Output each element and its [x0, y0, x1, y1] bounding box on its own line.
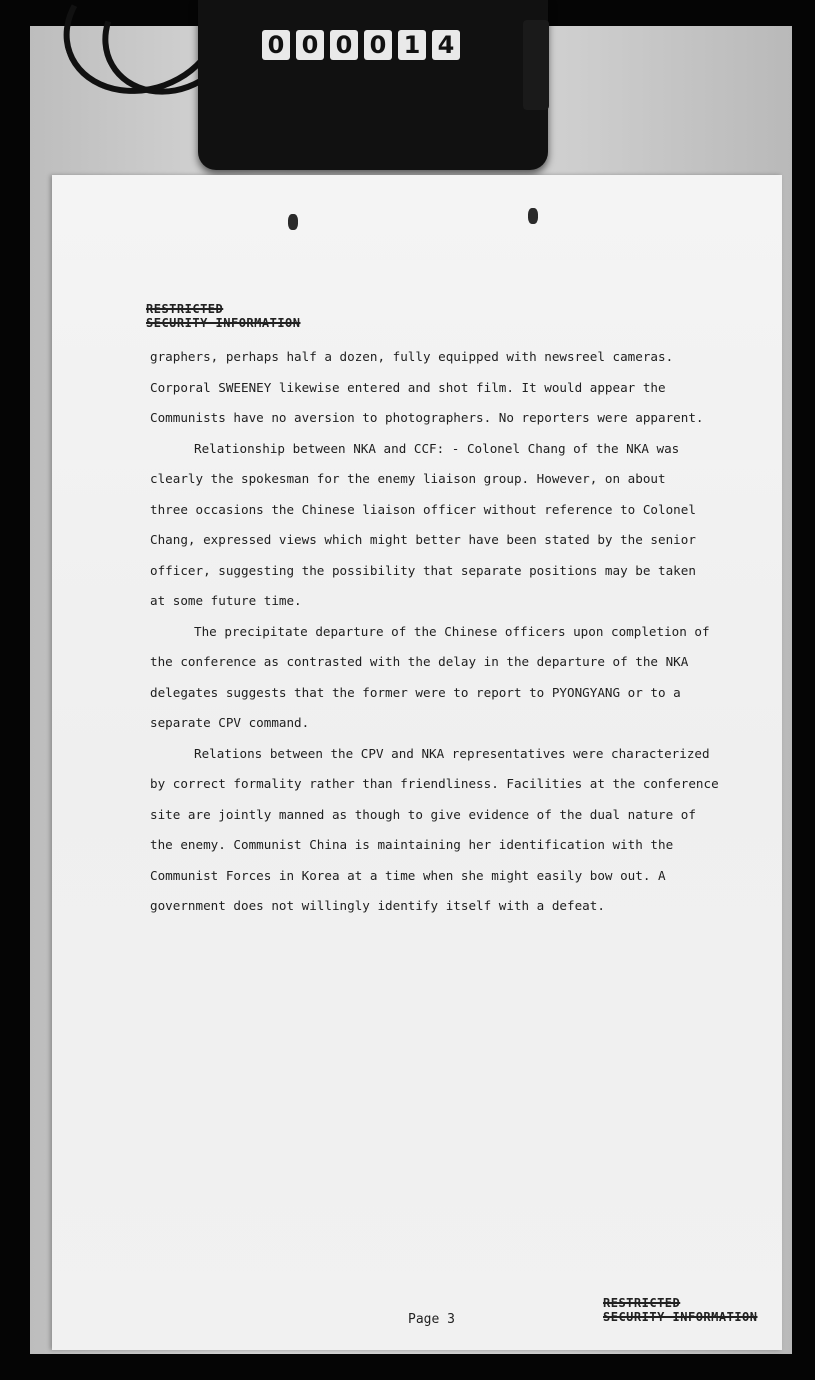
text-line: three occasions the Chinese liaison officer without reference to Colonel: [150, 501, 696, 517]
text-line: separate CPV command.: [150, 715, 310, 730]
footer-classification: [603, 1296, 758, 1324]
text-line: the enemy. Communist China is maintaining her identification with the: [150, 837, 674, 852]
text-line: delegates suggests that the former were to report to PYONGYANG or to a: [150, 684, 681, 700]
counter-knob: [523, 20, 549, 110]
frame-counter-device: [198, 0, 548, 170]
text-line: graphers, perhaps half a dozen, fully equipped with newsreel cameras.: [150, 349, 674, 364]
text-line: the conference as contrasted with the delay in the departure of the NKA: [150, 654, 689, 669]
text-line: Chang, expressed views which might better have been stated by the senior: [150, 532, 696, 547]
counter-digit: 0: [262, 30, 290, 60]
text-line: site are jointly manned as though to give evidence of the dual nature of: [150, 806, 696, 822]
text-line: by correct formality rather than friendliness. Facilities at the conference: [150, 776, 719, 791]
paragraph-4: [150, 739, 740, 922]
text-line: Corporal SWEENEY likewise entered and shot film. It would appear the: [150, 379, 666, 395]
text-line: government does not willingly identify itself with a defeat.: [150, 898, 605, 913]
page-number: Page 3: [408, 1312, 455, 1327]
classification-security-information: SECURITY INFORMATION: [146, 316, 301, 330]
header-classification: [146, 302, 301, 330]
punch-hole: [528, 208, 538, 224]
paragraph-2: [150, 434, 740, 617]
frame-counter-digits: [262, 30, 460, 60]
counter-digit: 0: [330, 30, 358, 60]
classification-restricted: RESTRICTED: [146, 302, 224, 316]
text-line: clearly the spokesman for the enemy liaison group. However, on about: [150, 471, 666, 486]
paragraph-1: [150, 342, 740, 434]
classification-restricted: RESTRICTED: [603, 1296, 681, 1310]
text-line: at some future time.: [150, 593, 302, 608]
counter-digit: 0: [296, 30, 324, 60]
text-line: The precipitate departure of the Chinese officers upon completion of: [194, 623, 710, 639]
text-line: Relationship between NKA and CCF: - Colonel Chang of the NKA was: [194, 440, 680, 456]
text-line: Relations between the CPV and NKA representatives were characterized: [194, 745, 710, 761]
counter-digit: 4: [432, 30, 460, 60]
punch-hole: [288, 214, 298, 230]
text-line: Communist Forces in Korea at a time when she might easily bow out. A: [150, 867, 666, 883]
text-line: Communists have no aversion to photographers. No reporters were apparent.: [150, 410, 704, 425]
document-body: [150, 342, 740, 922]
classification-security-information: SECURITY INFORMATION: [603, 1310, 758, 1324]
paragraph-3: [150, 617, 740, 739]
text-line: officer, suggesting the possibility that separate positions may be taken: [150, 562, 696, 578]
counter-digit: 0: [364, 30, 392, 60]
counter-digit: 1: [398, 30, 426, 60]
